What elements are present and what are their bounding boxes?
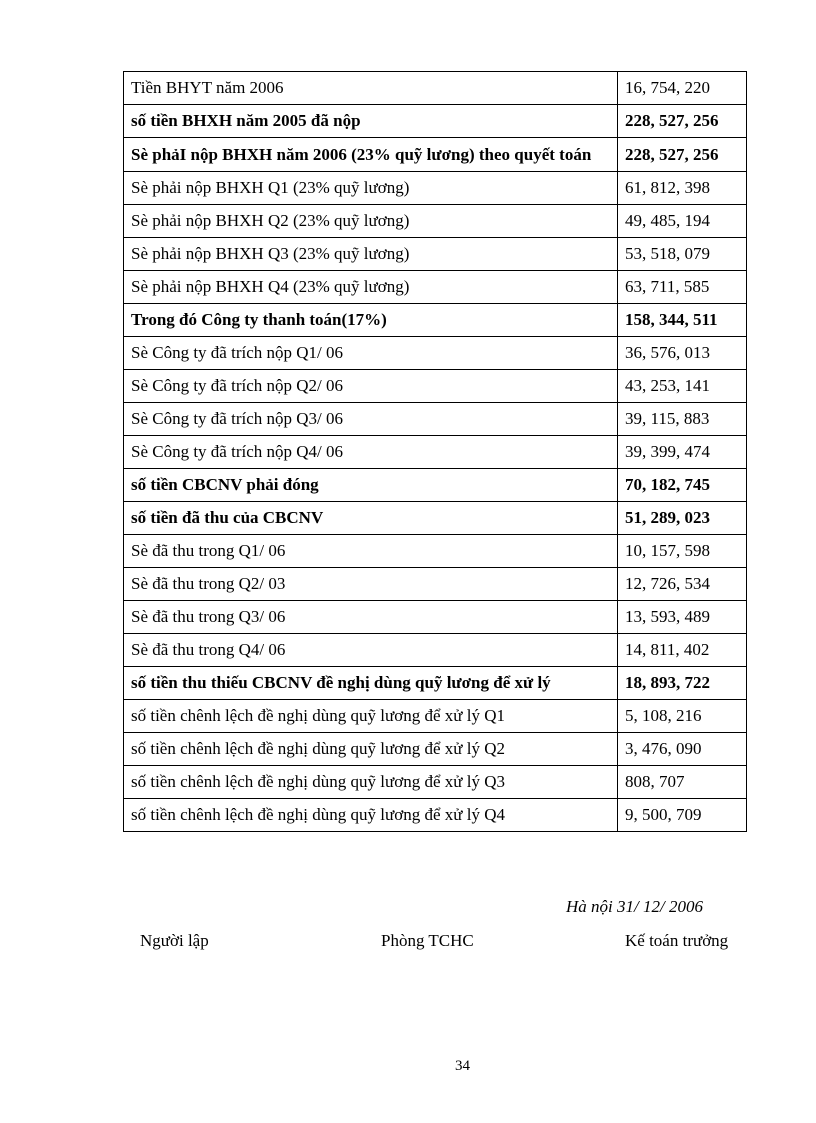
- row-value: 12, 726, 534: [618, 568, 747, 601]
- row-label: Sè Công ty đã trích nộp Q1/ 06: [124, 337, 618, 370]
- row-value: 63, 711, 585: [618, 271, 747, 304]
- row-label: Sè Công ty đã trích nộp Q3/ 06: [124, 403, 618, 436]
- row-value: 61, 812, 398: [618, 172, 747, 205]
- row-label: Sè đã thu trong Q4/ 06: [124, 634, 618, 667]
- row-label: Sè Công ty đã trích nộp Q4/ 06: [124, 436, 618, 469]
- bhxh-summary-table: [123, 71, 747, 832]
- table-row: [124, 105, 747, 138]
- row-label: Sè Công ty đã trích nộp Q2/ 06: [124, 370, 618, 403]
- table-row: [124, 337, 747, 370]
- signature-preparer: Người lập: [140, 931, 209, 950]
- table-row: [124, 601, 747, 634]
- row-value: 3, 476, 090: [618, 733, 747, 766]
- row-label: số tiền chênh lệch đề nghị dùng quỹ lương để xử lý Q4: [124, 799, 618, 832]
- row-value: 16, 754, 220: [618, 72, 747, 105]
- table-row: [124, 138, 747, 172]
- row-label: số tiền chênh lệch đề nghị dùng quỹ lương để xử lý Q2: [124, 733, 618, 766]
- row-value: 39, 399, 474: [618, 436, 747, 469]
- row-value: 9, 500, 709: [618, 799, 747, 832]
- signature-chief-accountant: Kế toán trưởng: [625, 931, 729, 950]
- row-label: Sè phải nộp BHXH Q4 (23% quỹ lương): [124, 271, 618, 304]
- row-label: số tiền BHXH năm 2005 đã nộp: [124, 105, 618, 138]
- table-row: [124, 502, 747, 535]
- row-value: 36, 576, 013: [618, 337, 747, 370]
- table-row: [124, 238, 747, 271]
- row-label: Sè đã thu trong Q1/ 06: [124, 535, 618, 568]
- row-label: Sè phảI nộp BHXH năm 2006 (23% quỹ lương) theo quyết toán: [124, 138, 618, 172]
- row-label: Sè phải nộp BHXH Q1 (23% quỹ lương): [124, 172, 618, 205]
- row-value: 228, 527, 256: [618, 105, 747, 138]
- table-row: [124, 72, 747, 105]
- table-row: [124, 568, 747, 601]
- row-label: số tiền chênh lệch đề nghị dùng quỹ lương để xử lý Q1: [124, 700, 618, 733]
- table-row: [124, 172, 747, 205]
- row-label: số tiền CBCNV phải đóng: [124, 469, 618, 502]
- table-row: [124, 700, 747, 733]
- signature-department: Phòng TCHC: [381, 931, 474, 950]
- row-label: Sè đã thu trong Q3/ 06: [124, 601, 618, 634]
- row-value: 10, 157, 598: [618, 535, 747, 568]
- row-label: Tiền BHYT năm 2006: [124, 72, 618, 105]
- row-value: 18, 893, 722: [618, 667, 747, 700]
- row-label: số tiền chênh lệch đề nghị dùng quỹ lương để xử lý Q3: [124, 766, 618, 799]
- row-value: 14, 811, 402: [618, 634, 747, 667]
- table-row: [124, 436, 747, 469]
- table-row: [124, 304, 747, 337]
- table-row: [124, 634, 747, 667]
- row-value: 13, 593, 489: [618, 601, 747, 634]
- row-value: 53, 518, 079: [618, 238, 747, 271]
- row-label: Sè phải nộp BHXH Q3 (23% quỹ lương): [124, 238, 618, 271]
- row-value: 49, 485, 194: [618, 205, 747, 238]
- row-label: số tiền đã thu của CBCNV: [124, 502, 618, 535]
- row-label: Sè đã thu trong Q2/ 03: [124, 568, 618, 601]
- table-row: [124, 799, 747, 832]
- table-row: [124, 370, 747, 403]
- signature-date: Hà nội 31/ 12/ 2006: [566, 897, 703, 916]
- row-label: Trong đó Công ty thanh toán(17%): [124, 304, 618, 337]
- row-label: số tiền thu thiếu CBCNV đề nghị dùng quỹ lương để xử lý: [124, 667, 618, 700]
- row-value: 808, 707: [618, 766, 747, 799]
- table-row: [124, 205, 747, 238]
- table-row: [124, 667, 747, 700]
- table-row: [124, 535, 747, 568]
- row-value: 43, 253, 141: [618, 370, 747, 403]
- row-value: 70, 182, 745: [618, 469, 747, 502]
- page-number: 34: [455, 1058, 470, 1074]
- table-row: [124, 766, 747, 799]
- row-value: 5, 108, 216: [618, 700, 747, 733]
- row-value: 228, 527, 256: [618, 138, 747, 172]
- row-value: 51, 289, 023: [618, 502, 747, 535]
- table-body: [124, 72, 747, 832]
- table-row: [124, 271, 747, 304]
- row-value: 158, 344, 511: [618, 304, 747, 337]
- row-label: Sè phải nộp BHXH Q2 (23% quỹ lương): [124, 205, 618, 238]
- table-row: [124, 469, 747, 502]
- table-row: [124, 403, 747, 436]
- table-row: [124, 733, 747, 766]
- row-value: 39, 115, 883: [618, 403, 747, 436]
